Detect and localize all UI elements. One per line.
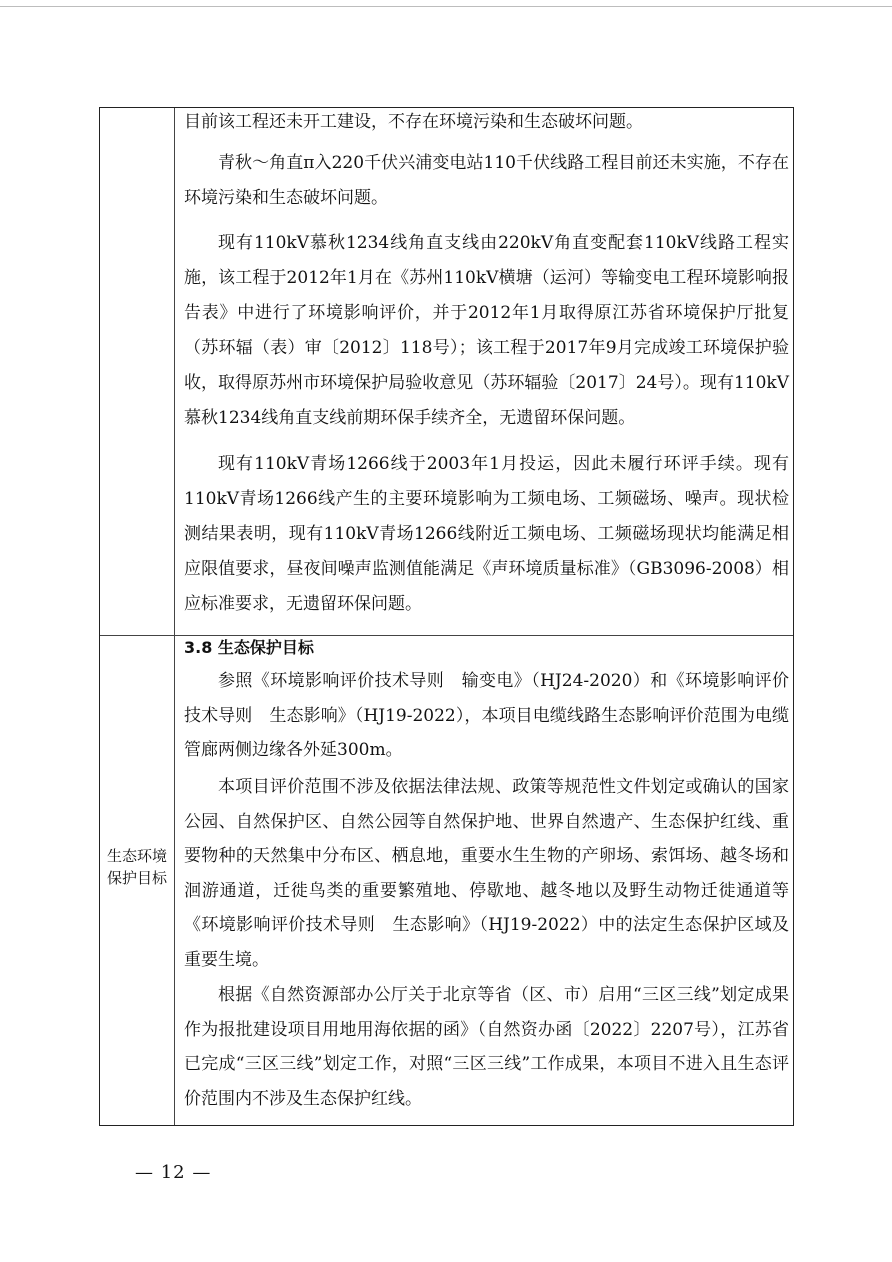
paragraph: 本项目评价范围不涉及依据法律法规、政策等规范性文件划定或确认的国家公园、自然保护区、自然公园等自然保护地、世界自然遗产、生态保护红线、重要物种的天然集中分布区、栖息地，重要水生生物的产卵场、索饵场、越冬场和洄游通道，迁徙鸟类的重要繁殖地、停歇地、越冬地以及野生动物迁徙通道等《环境影响评价技术导则 生态影响》（HJ19-2022）中的法定生态保护区域及重要生境。 — [184, 777, 789, 970]
row-content-cell — [175, 635, 793, 1125]
table-row — [100, 635, 793, 1125]
row-label: 生态环境保护目标 — [106, 847, 167, 887]
paragraph: 青秋～角直π入220千伏兴浦变电站110千伏线路工程目前还未实施，不存在环境污染和生态破坏问题。 — [184, 153, 789, 208]
row-label-cell — [100, 108, 175, 635]
row-label-cell — [100, 635, 175, 1125]
row-content-cell — [175, 108, 793, 635]
page-number: — 12 — — [135, 1162, 212, 1183]
paragraph: 现有110kV慕秋1234线角直支线由220kV角直变配套110kV线路工程实施，该工程于2012年1月在《苏州110kV横塘（运河）等输变电工程环境影响报告表》中进行了环境影响评价，并于2012年1月取得原江苏省环境保护厅批复（苏环辐（表）审〔2012〕118号）；该工程于2017年9月完成竣工环境保护验收，取得原苏州市环境保护局验收意见（苏环辐验〔2017〕24号）。现有110kV慕秋1234线角直支线前期环保手续齐全，无遗留环保问题。 — [184, 233, 789, 428]
paragraph: 现有110kV青场1266线于2003年1月投运，因此未履行环评手续。现有110kV青场1266线产生的主要环境影响为工频电场、工频磁场、噪声。现状检测结果表明，现有110kV青场1266线附近工频电场、工频磁场现状均能满足相应限值要求，昼夜间噪声监测值能满足《声环境质量标准》（GB3096-2008）相应标准要求，无遗留环保问题。 — [184, 454, 789, 614]
paragraph: 目前该工程还未开工建设，不存在环境污染和生态破坏问题。 — [184, 112, 643, 132]
paragraph: 参照《环境影响评价技术导则 输变电》（HJ24-2020）和《环境影响评价技术导则 生态影响》（HJ19-2022），本项目电缆线路生态影响评价范围为电缆管廊两侧边缘各外延300m。 — [184, 671, 789, 760]
report-table — [99, 107, 794, 1126]
table-row — [100, 108, 793, 636]
top-rule — [0, 6, 892, 7]
paragraph: 根据《自然资源部办公厅关于北京等省（区、市）启用“三区三线”划定成果作为报批建设项目用地用海依据的函》（自然资办函〔2022〕2207号），江苏省已完成“三区三线”划定工作，对照“三区三线”工作成果，本项目不进入且生态评价范围内不涉及生态保护红线。 — [184, 985, 789, 1109]
section-heading: 3.8 生态保护目标 — [184, 638, 314, 657]
